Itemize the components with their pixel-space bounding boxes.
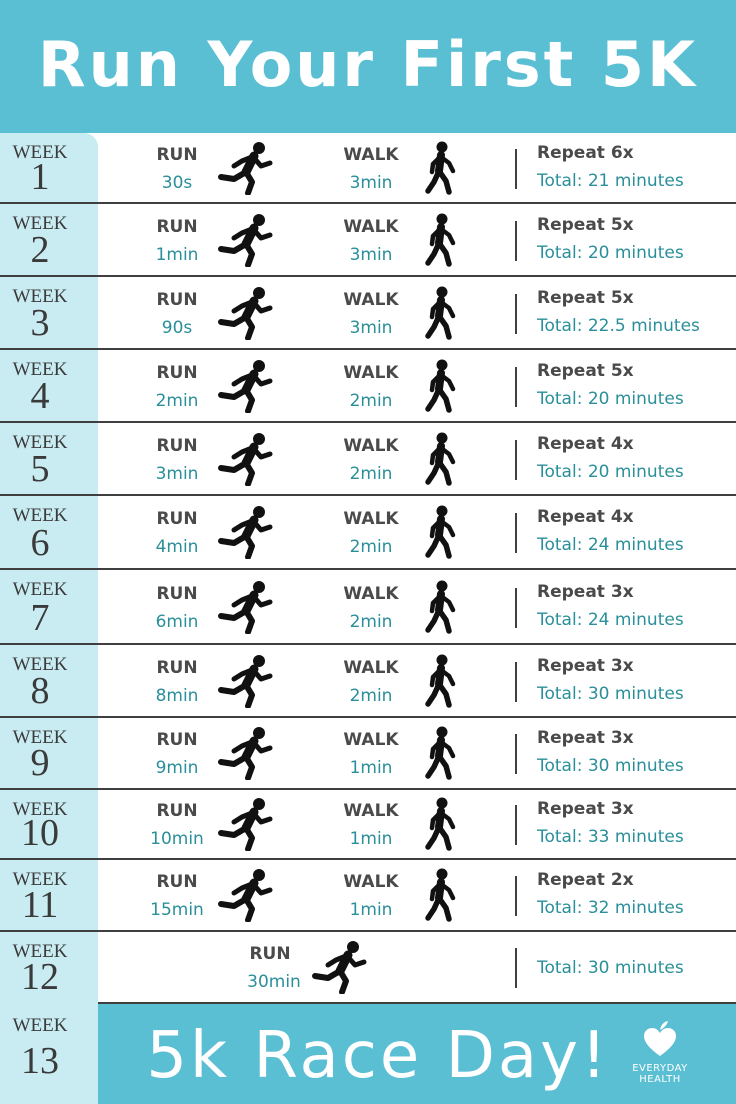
column-divider	[515, 876, 517, 916]
week-row-10	[0, 790, 736, 860]
walk-duration: 1min	[349, 829, 393, 849]
walker-icon	[424, 432, 458, 491]
runner-icon	[216, 286, 274, 345]
walker-icon	[424, 580, 458, 639]
logo-line-1: EVERYDAY	[632, 1063, 688, 1074]
run-duration: 2min	[155, 390, 199, 411]
schedule-table	[0, 133, 736, 1104]
run-label: RUN	[249, 944, 291, 964]
logo-line-2: HEALTH	[639, 1074, 681, 1085]
walk-label: WALK	[343, 730, 399, 750]
week-label: WEEK	[12, 505, 68, 526]
week-row-9	[0, 718, 736, 790]
walk-duration: 3min	[349, 172, 393, 193]
week-label: WEEK	[12, 432, 68, 453]
header-banner	[0, 0, 736, 133]
race-day-text: 5k Race Day!	[146, 1019, 610, 1093]
repeat-count: Repeat 5x	[537, 360, 634, 381]
run-duration: 8min	[155, 685, 199, 706]
week-label: WEEK	[12, 142, 68, 163]
column-divider	[515, 221, 517, 261]
walk-duration: 2min	[349, 390, 393, 411]
walker-icon	[424, 797, 458, 856]
week-number: 13	[21, 1040, 59, 1082]
run-label: RUN	[156, 657, 198, 678]
week-row-1	[0, 133, 736, 204]
run-duration: 9min	[155, 758, 199, 778]
week-label: WEEK	[12, 1015, 68, 1036]
week-label: WEEK	[12, 869, 68, 890]
walker-icon	[424, 213, 458, 272]
week-row-11	[0, 860, 736, 932]
column-divider	[515, 588, 517, 628]
run-label: RUN	[156, 730, 198, 750]
walk-duration: 2min	[349, 463, 393, 484]
walk-duration: 3min	[349, 244, 393, 265]
total-minutes: Total: 33 minutes	[537, 827, 684, 847]
repeat-count: Repeat 5x	[537, 214, 634, 235]
week-row-5	[0, 423, 736, 496]
runner-icon	[216, 868, 274, 927]
run-duration: 6min	[155, 611, 199, 632]
column-divider	[515, 149, 517, 189]
total-minutes: Total: 20 minutes	[537, 461, 684, 482]
total-minutes: Total: 20 minutes	[537, 388, 684, 409]
week-label: WEEK	[12, 213, 68, 234]
repeat-count: Repeat 3x	[537, 728, 634, 748]
walker-icon	[424, 868, 458, 927]
walk-label: WALK	[343, 872, 399, 892]
walker-icon	[424, 654, 458, 713]
week-number: 11	[21, 884, 59, 926]
week-row-12	[0, 932, 736, 1004]
total-minutes: Total: 21 minutes	[537, 170, 684, 191]
total-minutes: Total: 32 minutes	[537, 898, 684, 918]
walk-label: WALK	[343, 801, 399, 821]
everyday-health-logo	[628, 1018, 692, 1098]
run-duration: 15min	[150, 900, 204, 920]
week-label: WEEK	[12, 286, 68, 307]
page-title: Run Your First 5K	[37, 28, 699, 101]
week-row-4	[0, 350, 736, 423]
runner-icon	[216, 654, 274, 713]
repeat-count: Repeat 5x	[537, 287, 634, 308]
walk-label: WALK	[343, 362, 399, 383]
total-minutes: Total: 30 minutes	[537, 683, 684, 704]
walker-icon	[424, 286, 458, 345]
run-label: RUN	[156, 801, 198, 821]
runner-icon	[216, 797, 274, 856]
week-row-7	[0, 570, 736, 645]
repeat-count: Repeat 3x	[537, 655, 634, 676]
runner-icon	[216, 213, 274, 272]
walker-icon	[424, 726, 458, 785]
run-label: RUN	[156, 435, 198, 456]
total-minutes: Total: 24 minutes	[537, 535, 684, 555]
repeat-count: Repeat 2x	[537, 870, 634, 890]
walk-duration: 2min	[349, 611, 393, 632]
runner-icon	[216, 580, 274, 639]
run-label: RUN	[156, 289, 198, 310]
total-minutes: Total: 30 minutes	[537, 756, 684, 776]
run-duration: 4min	[155, 537, 199, 557]
column-divider	[515, 367, 517, 407]
run-duration: 10min	[150, 829, 204, 849]
walk-duration: 2min	[349, 685, 393, 706]
runner-icon	[216, 141, 274, 200]
race-day-banner	[98, 1004, 736, 1104]
walk-duration: 3min	[349, 317, 393, 338]
week-label: WEEK	[12, 799, 68, 820]
column-divider	[515, 948, 517, 988]
walk-label: WALK	[343, 509, 399, 529]
repeat-count: Repeat 6x	[537, 142, 634, 163]
column-divider	[515, 734, 517, 774]
column-divider	[515, 294, 517, 334]
column-divider	[515, 805, 517, 845]
walk-label: WALK	[343, 583, 399, 604]
week-label: WEEK	[12, 359, 68, 380]
week-label: WEEK	[12, 727, 68, 748]
run-label: RUN	[156, 583, 198, 604]
week-number: 4	[30, 375, 50, 417]
walk-label: WALK	[343, 216, 399, 237]
run-label: RUN	[156, 216, 198, 237]
week-row-8	[0, 645, 736, 718]
week-row-2	[0, 204, 736, 277]
week-label: WEEK	[12, 654, 68, 675]
week-number: 6	[30, 522, 50, 564]
runner-icon	[216, 726, 274, 785]
run-duration: 90s	[161, 317, 193, 338]
run-label: RUN	[156, 509, 198, 529]
week-label: WEEK	[12, 941, 68, 962]
total-minutes: Total: 20 minutes	[537, 242, 684, 263]
walk-duration: 1min	[349, 758, 393, 778]
week-row-6	[0, 496, 736, 570]
apple-heart-icon	[643, 1018, 677, 1058]
run-label: RUN	[156, 362, 198, 383]
repeat-count: Repeat 3x	[537, 581, 634, 602]
runner-icon	[216, 432, 274, 491]
week-row-3	[0, 277, 736, 350]
run-label: RUN	[156, 144, 198, 165]
column-divider	[515, 662, 517, 702]
runner-icon	[216, 359, 274, 418]
runner-icon	[216, 505, 274, 564]
week-number: 5	[30, 448, 50, 490]
repeat-count: Repeat 4x	[537, 433, 634, 454]
walker-icon	[424, 359, 458, 418]
walk-duration: 1min	[349, 900, 393, 920]
walk-duration: 2min	[349, 537, 393, 557]
walker-icon	[424, 505, 458, 564]
week-number: 3	[30, 302, 50, 344]
week-number: 12	[21, 956, 59, 998]
repeat-count: Repeat 4x	[537, 507, 634, 527]
total-minutes: Total: 30 minutes	[537, 958, 684, 978]
walk-label: WALK	[343, 435, 399, 456]
week-number: 1	[30, 156, 50, 198]
repeat-count: Repeat 3x	[537, 799, 634, 819]
run-duration: 30s	[161, 172, 193, 193]
week-number: 10	[21, 812, 59, 854]
run-duration: 3min	[155, 463, 199, 484]
walk-label: WALK	[343, 289, 399, 310]
run-duration: 30min	[247, 972, 301, 992]
walker-icon	[424, 141, 458, 200]
week-number: 8	[30, 670, 50, 712]
run-duration: 1min	[155, 244, 199, 265]
run-label: RUN	[156, 872, 198, 892]
total-minutes: Total: 24 minutes	[537, 609, 684, 630]
column-divider	[515, 440, 517, 480]
week-number: 9	[30, 742, 50, 784]
runner-icon	[310, 940, 368, 999]
total-minutes: Total: 22.5 minutes	[537, 315, 700, 336]
walk-label: WALK	[343, 144, 399, 165]
week-number: 2	[30, 229, 50, 271]
column-divider	[515, 513, 517, 553]
week-label: WEEK	[12, 579, 68, 600]
week-number: 7	[30, 597, 50, 639]
walk-label: WALK	[343, 657, 399, 678]
